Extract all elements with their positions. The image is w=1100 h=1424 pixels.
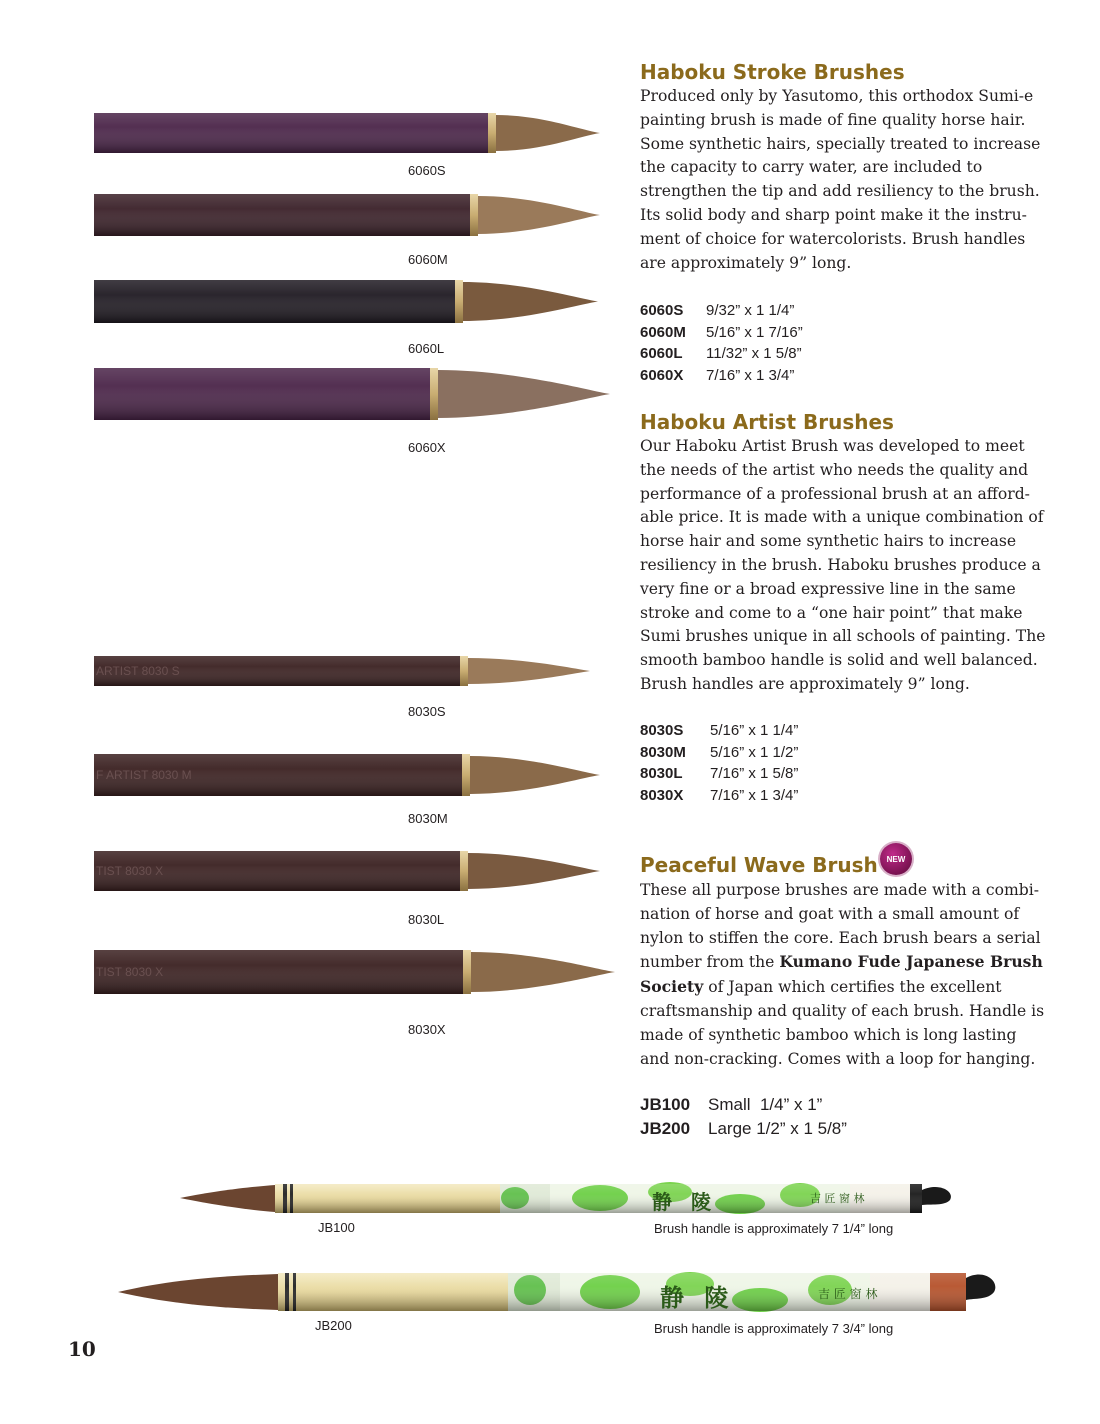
stroke-specs	[640, 300, 803, 386]
jb200-script-text: 吉 匠 窗 林	[818, 1287, 878, 1301]
spec-row	[640, 365, 803, 387]
spec-row	[640, 300, 803, 322]
brush-8030x	[94, 950, 615, 994]
page-number: 10	[68, 1337, 96, 1361]
brush-ferrule	[455, 280, 463, 323]
brush-caption: 6060M	[408, 252, 448, 267]
brush-ferrule	[460, 656, 468, 686]
spec-size: Small 1/4” x 1”	[708, 1095, 823, 1114]
brush-ferrule	[488, 113, 496, 153]
spec-row	[640, 742, 798, 764]
brush-ferrule	[462, 754, 470, 796]
description-line: very fine or a broad expressive line in the same	[640, 579, 1016, 598]
spec-row	[640, 322, 803, 344]
wave-line	[640, 975, 1040, 1000]
wave-line: made of synthetic bamboo which is long lasting	[640, 1025, 1017, 1044]
spec-code: JB200	[640, 1119, 691, 1138]
brush-ferrule	[430, 368, 438, 420]
wave-title: Peaceful Wave Brush	[640, 853, 878, 877]
brush-handle-shade	[94, 280, 455, 323]
jb200-handle-glyphs: 静 陵	[660, 1283, 735, 1312]
spec-row	[640, 785, 798, 807]
brush-handle-label: F ARTIST 8030 M	[96, 768, 192, 782]
brush-8030m	[94, 754, 600, 796]
kumano-society: Society	[640, 977, 704, 997]
brush-hair	[468, 658, 590, 684]
brush-handle-shade	[94, 113, 488, 153]
brush-ferrule	[463, 950, 471, 994]
new-badge-label: NEW	[886, 854, 906, 864]
jb200-length-caption: Brush handle is approximately 7 3/4” long	[654, 1321, 894, 1336]
description-line: Brush handles are approximately 9” long.	[640, 674, 970, 693]
description-line: able price. It is made with a unique combination of	[640, 508, 1044, 527]
spec-code: 8030S	[640, 722, 684, 739]
brush-caption: 6060S	[408, 163, 446, 178]
wave-line: nation of horse and goat with a small amount of	[640, 904, 1020, 923]
description-line: are approximately 9” long.	[640, 253, 852, 272]
kumano-name: Kumano Fude Japanese Brush	[779, 952, 1043, 972]
description-line: Sumi brushes unique in all schools of painting. The	[640, 627, 1046, 646]
description-line: the capacity to carry water, are included to	[640, 158, 983, 177]
spec-size: 9/32” x 1 1/4”	[706, 302, 795, 319]
description-line: painting brush is made of fine quality horse hair.	[640, 110, 1026, 129]
stroke-description	[640, 85, 1040, 275]
artist-description	[640, 435, 1046, 697]
brush-8030s	[94, 656, 590, 686]
brush-caption: 8030L	[408, 912, 445, 927]
spec-size: 7/16” x 1 5/8”	[710, 765, 799, 782]
description-line: strengthen the tip and add resiliency to the brush.	[640, 182, 1040, 201]
stroke-title: Haboku Stroke Brushes	[640, 60, 905, 84]
spec-row	[640, 343, 803, 365]
brush-handle-label: TIST 8030 X	[96, 864, 164, 878]
brush-caption: 6060X	[408, 440, 446, 455]
artist-title: Haboku Artist Brushes	[640, 410, 894, 434]
spec-size: 7/16” x 1 3/4”	[706, 366, 795, 384]
description-line: horse hair and some synthetic hairs to increase	[640, 532, 1017, 551]
spec-row	[640, 763, 798, 785]
brush-handle-label: TIST 8030 X	[96, 965, 164, 979]
description-line: ment of choice for watercolorists. Brush handles	[640, 229, 1026, 248]
wave-line: and non-cracking. Comes with a loop for hanging.	[640, 1049, 1036, 1068]
brush-6060x	[94, 368, 610, 420]
brush-6060l	[94, 280, 598, 323]
brush-handle-shade	[94, 194, 470, 236]
brush-ferrule	[460, 851, 468, 891]
wave-line-text: of Japan which certifies the excellent	[703, 978, 1002, 997]
brush-hair	[470, 756, 600, 794]
spec-code: 6060X	[640, 366, 684, 384]
jb100-code: JB100	[318, 1220, 355, 1235]
spec-code: 8030X	[640, 786, 684, 804]
wave-specs	[640, 1093, 847, 1141]
brush-caption: 8030S	[408, 704, 446, 719]
wave-line	[640, 950, 1043, 975]
brush-hair	[496, 115, 600, 151]
spec-code: 6060M	[640, 323, 686, 341]
brush-hair	[438, 370, 610, 418]
brush-caption: 8030X	[408, 1022, 446, 1037]
brush-8030l	[94, 851, 600, 891]
spec-row	[640, 1093, 847, 1117]
description-line: performance of a professional brush at an afford-	[640, 484, 1030, 503]
description-line: Some synthetic hairs, specially treated to increase	[640, 134, 1041, 153]
wave-line: These all purpose brushes are made with a combi-	[640, 881, 1040, 899]
brush-ferrule	[470, 194, 478, 236]
description-line: Our Haboku Artist Brush was developed to meet	[640, 437, 1025, 455]
spec-size: 7/16” x 1 3/4”	[710, 786, 799, 804]
brush-caption: 6060L	[408, 341, 445, 356]
spec-size: 5/16” x 1 7/16”	[706, 323, 803, 341]
wave-line: nylon to stiffen the core. Each brush bears a serial	[640, 928, 1041, 947]
jb100-length-caption: Brush handle is approximately 7 1/4” long	[654, 1221, 894, 1236]
description-line: Its solid body and sharp point make it the instru-	[640, 205, 1027, 224]
jb200-code: JB200	[315, 1318, 352, 1333]
brush-handle-shade	[94, 368, 430, 420]
wave-description	[640, 879, 1045, 1071]
brush-6060s	[94, 113, 600, 153]
description-line: Produced only by Yasutomo, this orthodox Sumi-e	[640, 87, 1034, 105]
description-line: resiliency in the brush. Haboku brushes produce a	[640, 555, 1041, 574]
spec-code: 6060S	[640, 302, 684, 319]
brush-hair	[468, 853, 600, 889]
description-line: the needs of the artist who needs the quality and	[640, 460, 1029, 479]
spec-size: Large 1/2” x 1 5/8”	[708, 1119, 847, 1138]
jb100-script-text: 吉 匠 窗 林	[810, 1192, 865, 1205]
spec-row	[640, 720, 798, 742]
brush-hair	[463, 282, 598, 321]
brush-caption: 8030M	[408, 811, 448, 826]
spec-size: 5/16” x 1 1/4”	[710, 722, 799, 739]
spec-code: 8030M	[640, 743, 686, 761]
wave-line: craftsmanship and quality of each brush. Handle is	[640, 1001, 1045, 1020]
brush-6060m	[94, 194, 600, 236]
spec-code: JB100	[640, 1095, 691, 1114]
wave-line-text: number from the	[640, 953, 780, 972]
spec-row	[640, 1117, 847, 1141]
new-badge	[880, 843, 912, 875]
description-line: smooth bamboo handle is solid and well balanced.	[640, 651, 1038, 670]
brush-hair	[471, 952, 615, 992]
description-line: stroke and come to a “one hair point” that make	[640, 603, 1023, 622]
spec-code: 6060L	[640, 345, 683, 362]
spec-size: 11/32” x 1 5/8”	[706, 345, 802, 362]
brush-hair	[478, 196, 600, 234]
jb100-handle-glyphs: 静 陵	[652, 1190, 717, 1214]
spec-code: 8030L	[640, 765, 683, 782]
spec-size: 5/16” x 1 1/2”	[710, 743, 799, 761]
artist-specs	[640, 720, 798, 806]
brush-handle-label: ARTIST 8030 S	[96, 664, 180, 678]
